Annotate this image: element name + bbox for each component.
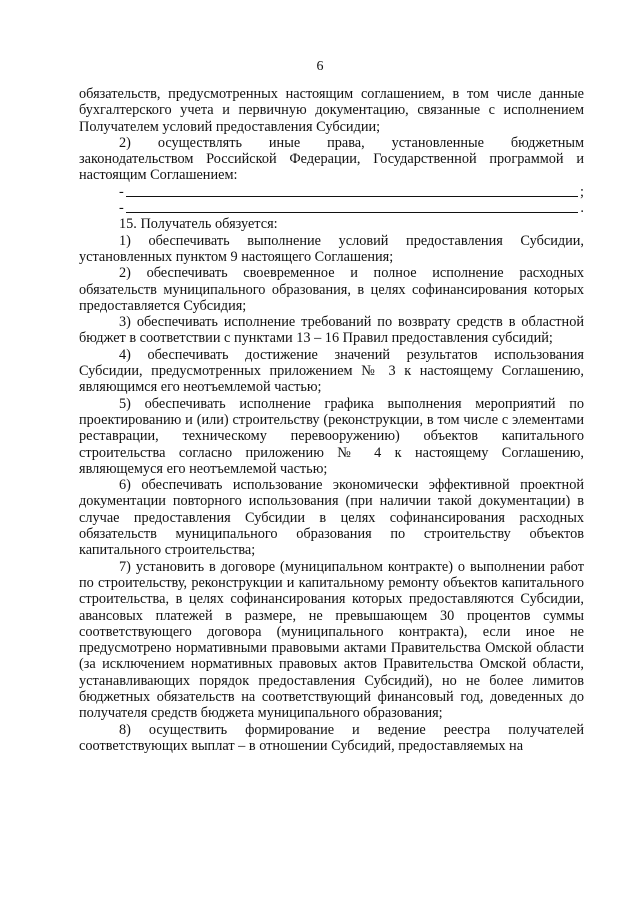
blank-line-prefix: - (119, 200, 124, 217)
blank-line-suffix: ; (580, 183, 584, 200)
obligation-item: 6) обеспечивать использование экономически эффективной проектной документации повторного использования (при наличии такой документации) в случае предоставления Субсидии в целях софинансирования расходных обязательств муниципального образования по строительству объектов капитального строительства; (79, 477, 584, 559)
blank-line-rule (126, 212, 579, 213)
page-number: 6 (316, 59, 324, 74)
obligation-item: 5) обеспечивать исполнение графика выполнения мероприятий по проектированию и (или) строительству (реконструкции, в том числе с элементами реставрации, техническому перевооружению) объектов капитального строительства согласно приложению № 4 к настоящему Соглашению, являющемуся его неотъемлемой частью; (79, 395, 584, 477)
blank-fill-line (79, 184, 584, 200)
obligation-item: 8) осуществить формирование и ведение реестра получателей соответствующих выплат – в отношении Субсидий, предоставляемых на (79, 721, 584, 754)
obligation-item: 1) обеспечивать выполнение условий предоставления Субсидии, установленных пунктом 9 настоящего Соглашения; (79, 232, 584, 265)
obligation-item: 2) обеспечивать своевременное и полное исполнение расходных обязательств муниципального образования, в целях софинансирования которых предоставляется Субсидия; (79, 265, 584, 314)
section-heading: 15. Получатель обязуется: (119, 216, 278, 233)
obligation-item: 7) установить в договоре (муниципальном контракте) о выполнении работ по строительству, реконструкции и капитальному ремонту объектов капитального строительства, в целях софинансирования которых предоставляются Субсидии, авансовых платежей в размере, не превышающем 30 процентов суммы соответствующего договора (муниципального контракта), если иное не предусмотрено нормативными правовыми актами Правительства Омской области (за исключением нормативных правовых актов Правительства Омской области, устанавливающих порядок предоставления Субсидий), но не более лимитов бюджетных обязательств на соответствующий финансовый год, доведенных до получателя средств бюджета муниципального образования; (79, 558, 584, 722)
obligation-item: 3) обеспечивать исполнение требований по возврату средств в областной бюджет в соответствии с пунктами 13 – 16 Правил предоставления субсидий; (79, 314, 584, 347)
document-text (79, 86, 584, 754)
obligation-item: 4) обеспечивать достижение значений результатов использования Субсидии, предусмотренных приложением № 3 к настоящему Соглашению, являющимся его неотъемлемой частью; (79, 346, 584, 396)
paragraph-rights: 2) осуществлять иные права, установленные бюджетным законодательством Российской Федерации, Государственной программой и настоящим Соглашением: (79, 134, 584, 184)
paragraph-continuation: обязательств, предусмотренных настоящим соглашением, в том числе данные бухгалтерского учета и первичную документацию, связанные с исполнением Получателем условий предоставления Субсидии; (79, 86, 584, 135)
blank-fill-line (79, 200, 584, 216)
blank-line-prefix: - (119, 183, 124, 200)
blank-line-rule (126, 196, 578, 197)
blank-line-suffix: . (580, 200, 584, 217)
